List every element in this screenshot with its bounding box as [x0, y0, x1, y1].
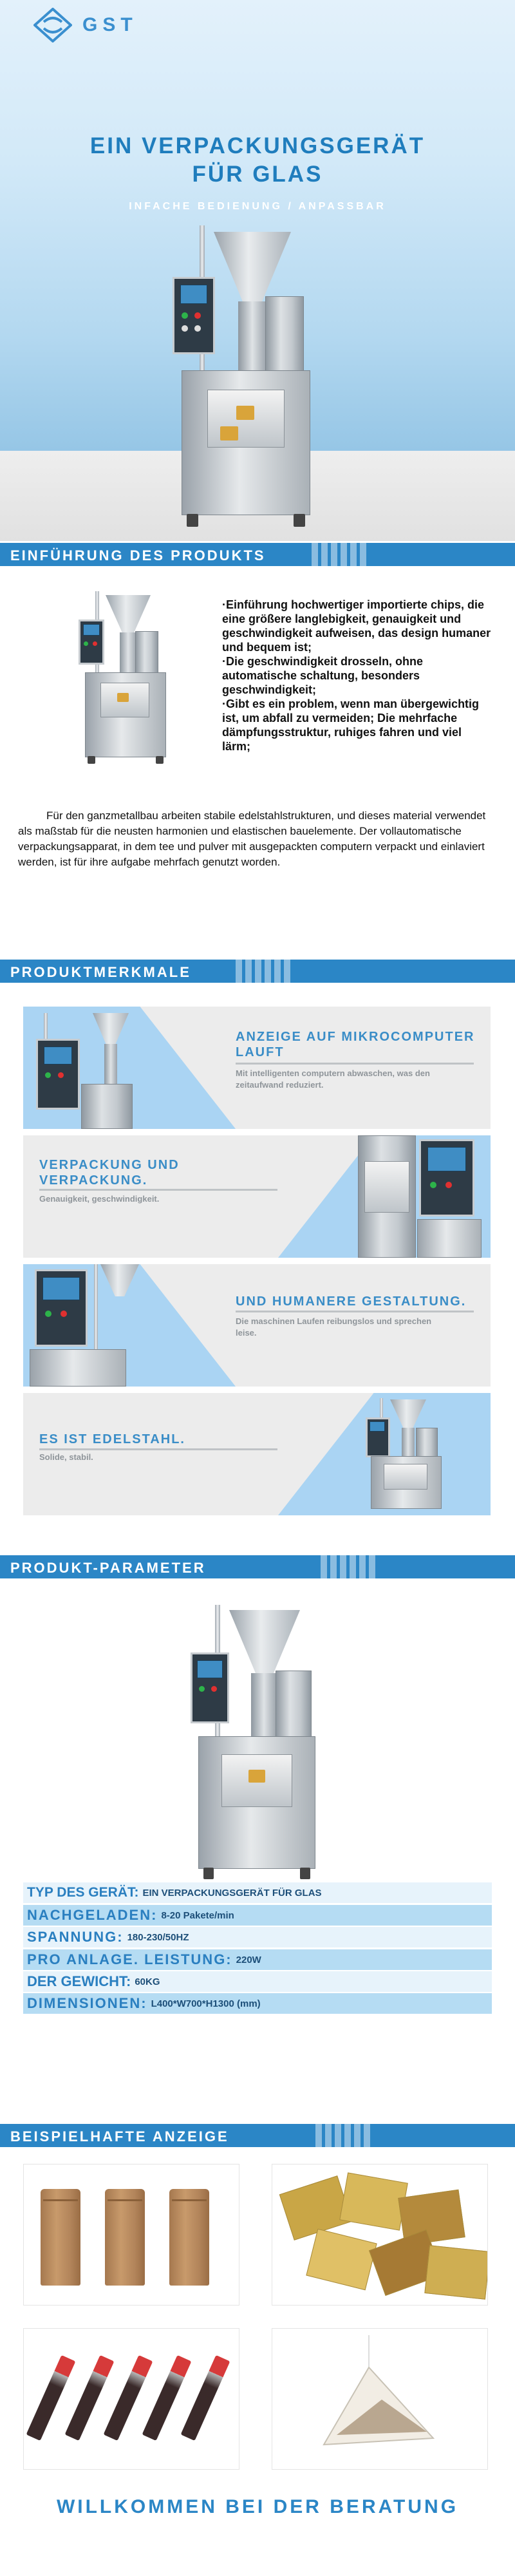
param-value: L400*W700*H1300 (mm)	[151, 1998, 261, 2009]
feature-4-image	[364, 1398, 448, 1514]
param-row-speed	[23, 1905, 492, 1926]
param-key: TYP DES GERÄT:	[27, 1885, 139, 1900]
banner-stripes	[236, 960, 290, 983]
feature-card-2	[23, 1135, 491, 1258]
param-key: DIMENSIONEN:	[27, 1995, 147, 2011]
feature-card-3	[23, 1264, 491, 1387]
param-value: 60KG	[135, 1976, 160, 1987]
feature-description: Solide, stabil.	[39, 1452, 93, 1462]
feature-title: ANZEIGE AUF MIKROCOMPUTER LAUFT	[236, 1030, 475, 1059]
param-key: DER GEWICHT:	[27, 1973, 131, 1989]
intro-banner-title: EINFÜHRUNG DES PRODUKTS	[10, 547, 266, 564]
pyramid-teabag-icon	[272, 2329, 488, 2470]
example-stick-packs-image	[23, 2328, 239, 2470]
params-banner-title: PRODUKT-PARAMETER	[10, 1560, 206, 1576]
banner-stripes	[312, 543, 366, 566]
intro-point: ·Die geschwindigkeit drosseln, ohne automatische schaltung, besonders geschwindigkeit;	[222, 655, 424, 696]
param-row-type	[23, 1882, 492, 1903]
feature-card-1	[23, 1007, 491, 1129]
intro-feature-list	[222, 598, 492, 753]
example-kraft-pouches-image	[23, 2164, 239, 2306]
feature-title: VERPACKUNG UND VERPACKUNG.	[39, 1158, 180, 1188]
feature-card-4	[23, 1393, 491, 1515]
features-banner-title: PRODUKTMERKMALE	[10, 964, 191, 980]
title-line-1: EIN VERPACKUNGSGERÄT	[89, 133, 426, 158]
feature-3-image	[30, 1264, 139, 1387]
example-tea-sachets-image	[272, 2164, 488, 2306]
hero-section	[0, 0, 515, 541]
feature-title: UND HUMANERE GESTALTUNG.	[236, 1294, 467, 1309]
param-value: EIN VERPACKUNGSGERÄT FÜR GLAS	[142, 1887, 322, 1899]
feature-2-image	[358, 1135, 487, 1258]
intro-paragraph: Für den ganzmetallbau arbeiten stabile edelstahlstrukturen, und dieses material verwendet als maßstab für die neusten harmonien und elastischen bauelemente. Der vollautomatische verpackungsapparat, in dem tee und pulver mit ausgepackten computern verpackt und einlaviert werden, ist für ihre aufgabe mehrfach genutzt worden.	[18, 810, 486, 868]
features-banner	[0, 960, 515, 983]
logo-text: GST	[82, 14, 138, 35]
param-row-dimensions	[23, 1993, 492, 2014]
page-title	[0, 132, 515, 189]
banner-stripes	[315, 2124, 370, 2147]
feature-title: ES IST EDELSTAHL.	[39, 1432, 185, 1446]
param-row-weight	[23, 1971, 492, 1992]
intro-point: ·Einführung hochwertiger importierte chips, die eine größere langlebigkeit, genauigkeit und geschwindigkeit aufweisen, das design humaner und bequem ist;	[222, 598, 491, 654]
params-banner	[0, 1555, 515, 1578]
feature-description: Mit intelligenten computern abwaschen, was den zeitaufwand reduziert.	[236, 1068, 430, 1090]
param-value: 180-230/50HZ	[127, 1931, 189, 1943]
feature-description: Die maschinen Laufen reibungslos und sprechen leise.	[236, 1316, 432, 1338]
feature-1-image	[36, 1013, 133, 1129]
banner-stripes	[321, 1555, 375, 1578]
logo[interactable]	[33, 8, 138, 43]
closing-message: WILLKOMMEN BEI DER BERATUNG	[56, 2496, 459, 2517]
param-row-voltage	[23, 1927, 492, 1947]
param-key: NACHGELADEN:	[27, 1907, 158, 1923]
param-value: 8-20 Pakete/min	[161, 1909, 234, 1921]
examples-banner	[0, 2124, 515, 2147]
param-row-power	[23, 1949, 492, 1970]
intro-machine-image	[77, 591, 174, 765]
examples-banner-title: BEISPIELHAFTE ANZEIGE	[10, 2128, 229, 2145]
param-key: PRO ANLAGE. LEISTUNG:	[27, 1951, 232, 1967]
intro-banner	[0, 543, 515, 566]
page-subtitle: INFACHE BEDIENUNG / ANPASSBAR	[129, 201, 386, 212]
title-line-2: FÜR GLAS	[192, 162, 323, 187]
example-pyramid-teabag-image	[272, 2328, 488, 2470]
param-key: SPANNUNG:	[27, 1929, 124, 1945]
param-value: 220W	[236, 1954, 261, 1965]
hero-machine-image	[169, 225, 323, 535]
params-machine-image	[188, 1605, 326, 1882]
feature-description: Genauigkeit, geschwindigkeit.	[39, 1194, 160, 1204]
intro-point: ·Gibt es ein problem, wenn man übergewichtig ist, um abfall zu vermeiden; Die mehrfache dämpfungsstruktur, ruhiges fahren und viel lärm;	[222, 697, 480, 753]
gst-logo-icon	[33, 8, 72, 43]
